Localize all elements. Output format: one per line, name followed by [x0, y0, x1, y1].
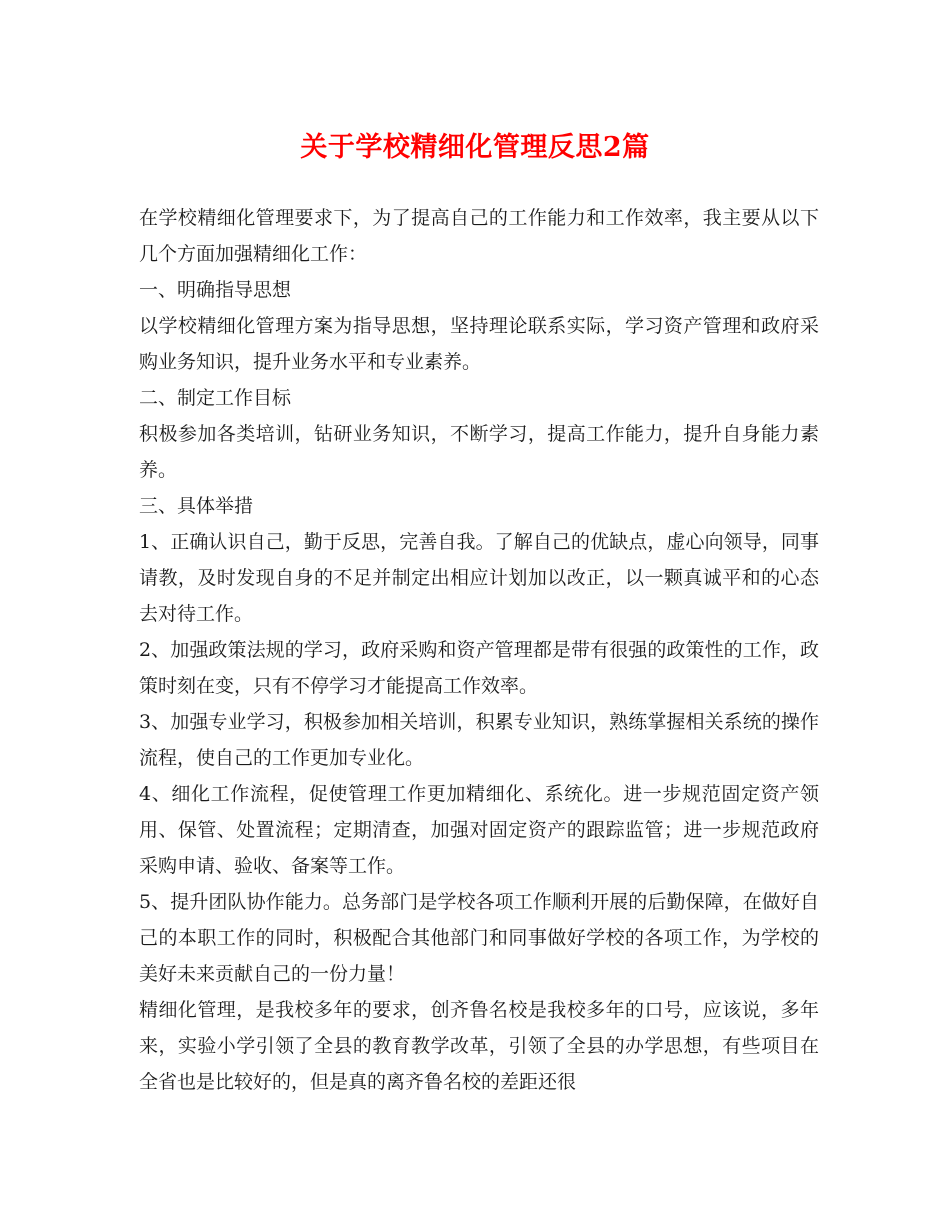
measure-item-2: 2、加强政策法规的学习，政府采购和资产管理都是带有很强的政策性的工作，政策时刻在变，只有不停学习才能提高工作效率。: [139, 639, 819, 697]
document-title: 关于学校精细化管理反思2篇: [300, 132, 650, 163]
measure-item-5: 5、提升团队协作能力。总务部门是学校各项工作顺利开展的后勤保障，在做好自己的本职工作的同时，积极配合其他部门和同事做好学校的各项工作，为学校的美好未来贡献自己的一份力量！: [139, 891, 819, 985]
measure-item-1: 1、正确认识自己，勤于反思，完善自我。了解自己的优缺点，虚心向领导，同事请教，及时发现自身的不足并制定出相应计划加以改正，以一颗真诚平和的心态去对待工作。: [139, 531, 819, 625]
measure-item-3: 3、加强专业学习，积极参加相关培训，积累专业知识，熟练掌握相关系统的操作流程，使自己的工作更加专业化。: [139, 711, 819, 769]
document-body: [139, 200, 819, 1100]
section-heading-3: 三、具体举措: [139, 495, 254, 517]
section-heading-2: 二、制定工作目标: [139, 387, 292, 409]
section-heading-1: 一、明确指导思想: [139, 279, 292, 301]
paragraph-intro: 在学校精细化管理要求下，为了提高自己的工作能力和工作效率，我主要从以下几个方面加强精细化工作：: [139, 207, 819, 265]
paragraph-reflection: 精细化管理，是我校多年的要求，创齐鲁名校是我校多年的口号，应该说，多年来，实验小学引领了全县的教育教学改革，引领了全县的办学思想，有些项目在全省也是比较好的，但是真的离齐鲁名校的差距还很: [139, 999, 819, 1093]
paragraph-guiding-thought: 以学校精细化管理方案为指导思想，坚持理论联系实际，学习资产管理和政府采购业务知识，提升业务水平和专业素养。: [139, 315, 819, 373]
measure-item-4: 4、细化工作流程，促使管理工作更加精细化、系统化。进一步规范固定资产领用、保管、处置流程；定期清查，加强对固定资产的跟踪监管；进一步规范政府采购申请、验收、备案等工作。: [139, 783, 819, 877]
paragraph-work-goals: 积极参加各类培训，钻研业务知识，不断学习，提高工作能力，提升自身能力素养。: [139, 423, 819, 481]
